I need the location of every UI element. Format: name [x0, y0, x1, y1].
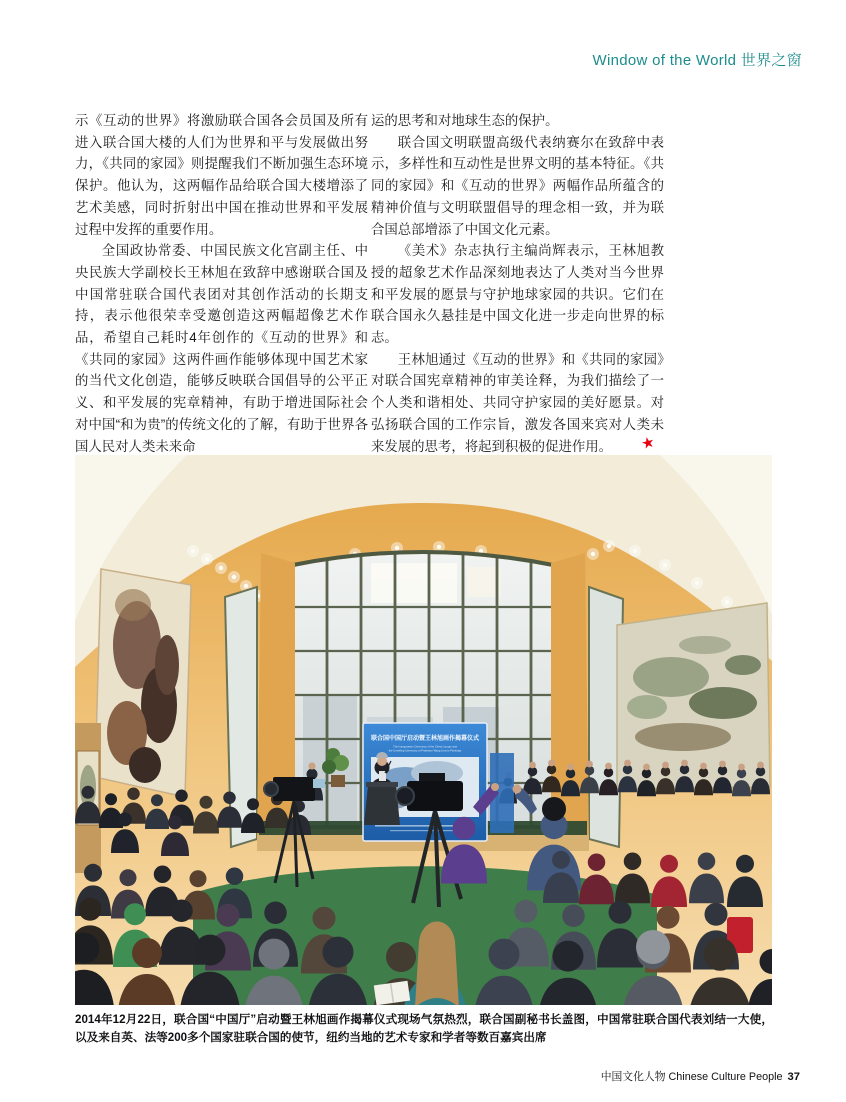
paragraph: 联合国文明联盟高级代表纳赛尔在致辞中表示，多样性和互动性是世界文明的基本特征。《共同的家园》和《互动的世界》两幅作品所蕴含的精神价值与文明联盟倡导的理念相一致，并为联合国总部增添了中国文化元素。 — [371, 134, 664, 237]
paragraph: 《美术》杂志执行主编尚辉表示，王林旭教授的超象艺术作品深刻地表达了人类对当今世界和平发展的愿景与守护地球家园的共识。它们在联合国永久悬挂是中国文化进一步走向世界的标志。 — [371, 243, 664, 346]
podium — [364, 785, 400, 825]
left-wall-painting — [95, 569, 191, 797]
article-left-column — [75, 110, 368, 457]
paragraph: 运的思考和对地球生态的保护。 — [371, 113, 559, 128]
board-title-en-2: the Unveiling Ceremony of Professor Wang Linxu's Paintings — [388, 749, 462, 753]
gray-hair — [636, 930, 670, 964]
paragraph — [371, 349, 664, 458]
article-right-column — [371, 110, 664, 457]
photo-caption: 2014年12月22日，联合国“中国厅”启动暨王林旭画作揭幕仪式现场气氛热烈，联合国副秘书长盖图，中国常驻联合国代表刘结一大使，以及来自英、法等200多个国家驻联合国的使节，纽约当地的艺术专家和学者等数百嘉宾出席 — [75, 1013, 773, 1044]
end-star-icon: ★ — [639, 432, 657, 453]
paragraph: 全国政协常委、中国民族文化宫副主任、中央民族大学副校长王林旭在致辞中感谢联合国及中国常驻联合国代表团对其创作活动的长期支持，表示他很荣幸受邀创造这两幅超像艺术作品，希望自己耗时4年创作的《互动的世界》和《共同的家园》这两件画作能够体现中国艺术家的当代文化创造，能够反映联合国倡导的公平正义、和平发展的宪章精神，有助于增进国际社会对中国“和为贵”的传统文化的了解，有助于世界各国人民对人类未来命 — [75, 243, 368, 454]
event-photo — [75, 455, 772, 1005]
board-title-en-1: The Inauguration Ceremony of the China Lounge and — [393, 745, 457, 749]
paragraph-text: 王林旭通过《互动的世界》和《共同的家园》对联合国宪章精神的审美诠释，为我们描绘了一个人类和谐相处、共同守护家园的美好愿景。对弘扬联合国的工作宗旨，激发各国来宾对人类未来发展的思考，将起到积极的促进作用。 — [371, 351, 664, 454]
journal-title: 中国文化人物 Chinese Culture People — [600, 1071, 783, 1083]
board-title-zh: 联合国中国厅启动暨王林旭画作揭幕仪式 — [370, 736, 480, 742]
right-wall-painting — [617, 603, 770, 789]
page-footer — [601, 1069, 800, 1084]
blonde-hair — [415, 922, 459, 1006]
paragraph: 示《互动的世界》将激励联合国各会员国及所有进入联合国大楼的人们为世界和平与发展做出努力，《共同的家园》则提醒我们不断加强生态环境保护。他认为，这两幅作品给联合国大楼增添了艺术美感，同时折射出中国在推动世界和平发展过程中发挥的重要作用。 — [75, 113, 368, 237]
page-number: 37 — [787, 1071, 800, 1083]
section-header: Window of the World 世界之窗 — [592, 52, 802, 69]
